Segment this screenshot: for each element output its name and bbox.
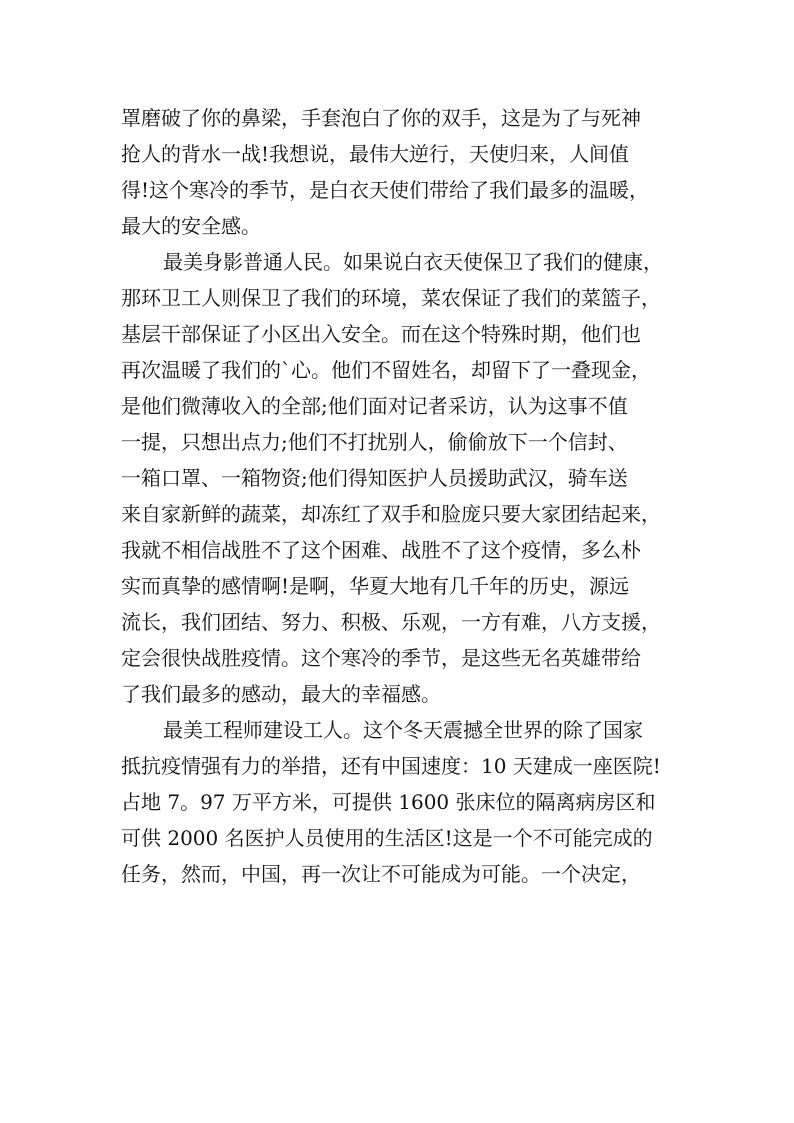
paragraph-3-line-1: 最美工程师建设工人。这个冬天震撼全世界的除了国家 — [163, 718, 643, 742]
paragraph-2-line-5: 是他们微薄收入的全部;他们面对记者采访，认为这事不值 — [121, 394, 628, 418]
paragraph-2-line-10: 实而真挚的感情啊!是啊，华夏大地有几千年的历史，源远 — [121, 574, 630, 598]
paragraph-3-line-3: 占地 7。97 万平方米，可提供 1600 张床位的隔离病房区和 — [121, 790, 656, 814]
paragraph-2-line-8: 来自家新鲜的蔬菜，却冻红了双手和脸庞只要大家团结起来， — [121, 502, 661, 526]
paragraph-1-line-4: 最大的安全感。 — [121, 214, 261, 238]
paragraph-2-line-11: 流长，我们团结、努力、积极、乐观，一方有难，八方支援， — [121, 610, 661, 634]
paragraph-1-line-3: 得!这个寒冷的季节，是白衣天使们带给了我们最多的温暖， — [121, 178, 650, 202]
paragraph-2-line-3: 基层干部保证了小区出入安全。而在这个特殊时期，他们也 — [121, 322, 641, 346]
paragraph-2-line-7: 一箱口罩、一箱物资;他们得知医护人员援助武汉，骑车送 — [121, 466, 628, 490]
paragraph-1-line-2: 抢人的背水一战!我想说，最伟大逆行，天使归来，人间值 — [121, 142, 630, 166]
paragraph-3-line-4: 可供 2000 名医护人员使用的生活区!这是一个不可能完成的 — [121, 826, 653, 850]
paragraph-2-line-13: 了我们最多的感动，最大的幸福感。 — [121, 682, 441, 706]
paragraph-2-line-4: 再次温暖了我们的`心。他们不留姓名，却留下了一叠现金， — [121, 358, 651, 382]
paragraph-2-line-12: 定会很快战胜疫情。这个寒冷的季节，是这些无名英雄带给 — [121, 646, 641, 670]
document-body — [121, 100, 681, 892]
paragraph-2-line-6: 一提，只想出点力;他们不打扰别人，偷偷放下一个信封、 — [121, 430, 628, 454]
paragraph-2-line-9: 我就不相信战胜不了这个困难、战胜不了这个疫情，多么朴 — [121, 538, 641, 562]
paragraph-2-line-2: 那环卫工人则保卫了我们的环境，菜农保证了我们的菜篮子， — [121, 286, 661, 310]
paragraph-3-line-2: 抵抗疫情强有力的举措，还有中国速度：10 天建成一座医院! — [121, 754, 661, 778]
paragraph-1-line-1: 罩磨破了你的鼻梁，手套泡白了你的双手，这是为了与死神 — [121, 106, 641, 130]
paragraph-2-line-1: 最美身影普通人民。如果说白衣天使保卫了我们的健康， — [163, 250, 663, 274]
paragraph-3-line-5: 任务，然而，中国，再一次让不可能成为可能。一个决定， — [121, 862, 641, 886]
